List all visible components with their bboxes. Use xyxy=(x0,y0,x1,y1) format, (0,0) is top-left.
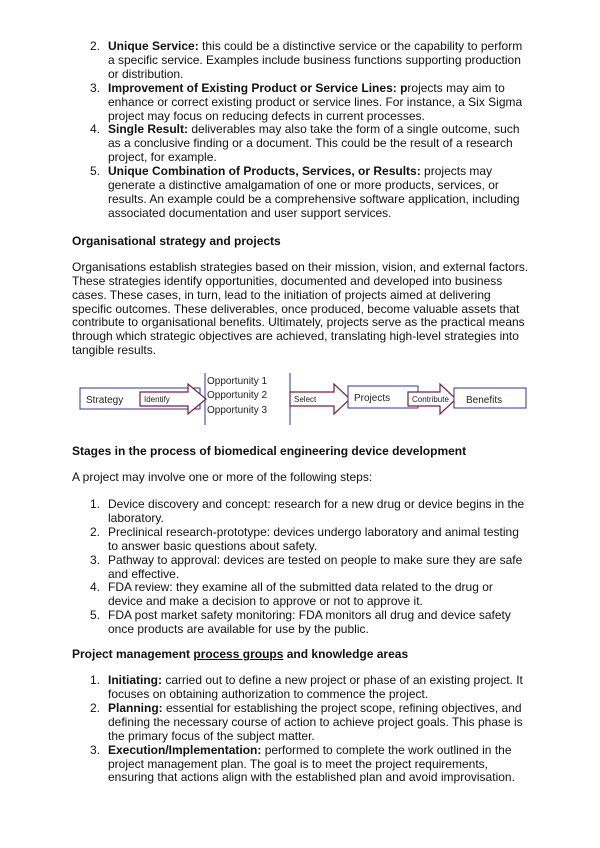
item-term: Unique Combination of Products, Services, or Results: xyxy=(108,164,421,179)
stages-intro: A project may involve one or more of the following steps: xyxy=(72,470,373,485)
item-text: performed to complete the work outlined in the project management plan. The goal is to meet the project requirements, ensuring that actions align with the established plan and avoid improvisation. xyxy=(108,742,515,785)
list-number: 2. xyxy=(90,39,101,53)
identify-label: Identify xyxy=(144,395,170,405)
list-item xyxy=(72,702,530,744)
item-text: this could be a distinctive service or the capability to perform a specific service. Examples include business functions supporting production or distribution. xyxy=(108,39,523,81)
section-heading-strategy: Organisational strategy and projects xyxy=(72,233,281,248)
stages-list xyxy=(72,498,530,637)
list-item xyxy=(72,82,530,124)
project-types-list xyxy=(72,40,530,221)
list-item xyxy=(72,165,530,221)
item-text: projects may generate a distinctive amalgamation of one or more products, services, or results. An example could be a comprehensive software application, including associated documentation and user support services. xyxy=(108,164,520,220)
section-heading-stages: Stages in the process of biomedical engineering device development xyxy=(72,444,467,459)
item-term: Initiating: xyxy=(108,673,162,688)
benefits-label: Benefits xyxy=(466,395,503,407)
list-number: 2. xyxy=(90,524,101,539)
list-item xyxy=(72,554,530,582)
projects-label: Projects xyxy=(354,393,391,405)
list-item xyxy=(72,498,530,526)
opportunity-label: Opportunity 3 xyxy=(207,405,268,417)
section-heading-process-groups xyxy=(72,647,530,661)
item-text: Preclinical research-prototype: devices undergo laboratory and animal testing to answer basic questions about safety. xyxy=(108,524,519,553)
list-number: 3. xyxy=(90,742,101,757)
process-groups-link[interactable]: process groups xyxy=(193,647,284,662)
list-item xyxy=(72,744,530,786)
strategy-paragraph: Organisations establish strategies based on their mission, vision, and external factors. These strategies identify opportunities, documented and developed into business cases. These cases, in turn, lead to the initiation of projects aimed at delivering specific outcomes. These deliverables, once produced, become valuable assets that contribute to organisational benefits. Ultimately, projects serve as the practical means through which strategic objectives are achieved, translating high-level strategies into tangible results. xyxy=(72,259,529,358)
list-item xyxy=(72,526,530,554)
item-text: FDA review: they examine all of the submitted data related to the drug or device and make a decision to approve or not to approve it. xyxy=(108,580,493,609)
item-term: Improvement of Existing Product or Service Lines: p xyxy=(108,80,408,95)
opportunity-label: Opportunity 2 xyxy=(207,390,268,402)
list-item xyxy=(72,581,530,609)
strategy-label: Strategy xyxy=(86,395,124,407)
list-item xyxy=(72,40,530,82)
list-number: 3. xyxy=(90,80,101,95)
list-number: 5. xyxy=(90,608,101,623)
list-item xyxy=(72,609,530,637)
process-groups-list xyxy=(72,674,530,785)
item-term: Single Result: xyxy=(108,122,189,137)
opportunity-label: Opportunity 1 xyxy=(207,376,268,388)
item-term: Execution/Implementation: xyxy=(108,742,262,757)
item-text: FDA post market safety monitoring: FDA monitors all drug and device safety once products are available for use by the public. xyxy=(108,608,511,637)
item-text: rojects may aim to enhance or correct existing product or service lines. For instance, a Six Sigma project may focus on reducing defects in current processes. xyxy=(108,80,523,123)
item-term: Unique Service: xyxy=(108,39,199,53)
list-number: 2. xyxy=(90,700,101,715)
contribute-label: Contribute xyxy=(412,395,449,405)
item-text: deliverables may also take the form of a single outcome, such as a conclusive finding or a document. This could be the result of a research project, for example. xyxy=(108,122,520,165)
list-number: 1. xyxy=(90,497,101,512)
item-text: Device discovery and concept: research for a new drug or device begins in the laboratory. xyxy=(108,497,525,525)
list-number: 1. xyxy=(90,673,101,688)
item-text: essential for establishing the project scope, refining objectives, and defining the necessary course of action to achieve project goals. This phase is the primary focus of the subject matter. xyxy=(108,700,523,743)
list-number: 4. xyxy=(90,580,101,595)
heading-text: Project management xyxy=(72,647,194,662)
list-item xyxy=(72,123,530,165)
item-text: carried out to define a new project or phase of an existing project. It focuses on obtaining authorization to commence the project. xyxy=(108,673,523,701)
strategy-flow-diagram xyxy=(72,373,530,428)
list-number: 3. xyxy=(90,552,101,567)
item-term: Planning: xyxy=(108,700,163,715)
select-label: Select xyxy=(294,395,317,405)
list-number: 4. xyxy=(90,122,101,137)
heading-text: and knowledge areas xyxy=(283,647,409,662)
list-number: 5. xyxy=(90,164,101,179)
document-page xyxy=(72,40,530,785)
list-item xyxy=(72,674,530,702)
item-text: Pathway to approval: devices are tested on people to make sure they are safe and effective. xyxy=(108,552,523,581)
